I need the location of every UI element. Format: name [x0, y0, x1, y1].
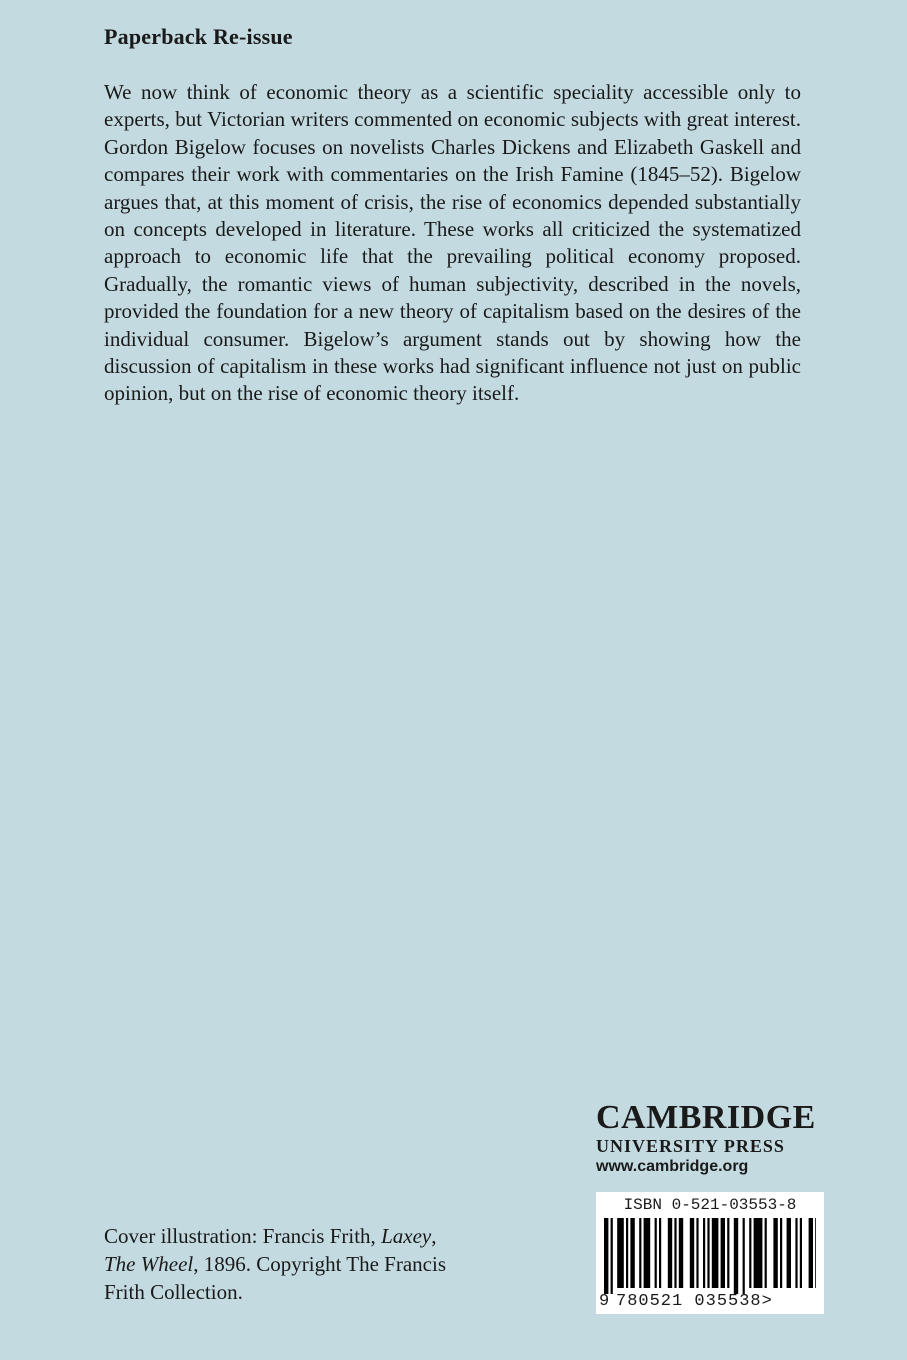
barcode-bar: [743, 1218, 745, 1294]
barcode-digits: [616, 1292, 773, 1311]
publisher-name: CAMBRIDGE: [596, 1099, 816, 1136]
barcode-bar: [780, 1218, 782, 1288]
barcode-bar: [617, 1218, 624, 1288]
barcode-bar: [800, 1218, 802, 1288]
section-heading: Paperback Re-issue: [104, 24, 293, 49]
barcode-bar: [703, 1218, 705, 1288]
barcode-bar: [765, 1218, 767, 1288]
credit-comma: ,: [431, 1224, 437, 1248]
barcode-bar: [668, 1218, 672, 1288]
credit-title-part1: Laxey: [381, 1224, 432, 1248]
barcode-bar: [639, 1218, 641, 1288]
barcode-lead-digit: 9: [599, 1292, 610, 1311]
barcode-bar: [644, 1218, 651, 1288]
barcode-end-mark: >: [761, 1292, 773, 1311]
barcode-bar: [773, 1218, 777, 1288]
barcode-bar: [809, 1218, 813, 1288]
isbn-barcode: [596, 1192, 824, 1314]
barcode-bar: [690, 1218, 694, 1288]
barcode-bar: [604, 1218, 608, 1294]
barcode-bar: [815, 1218, 816, 1288]
barcode-bar: [630, 1218, 634, 1288]
barcode-bar: [696, 1218, 698, 1288]
publisher-logo: [596, 1100, 828, 1178]
barcode-bar: [795, 1218, 797, 1288]
barcode-bar: [721, 1218, 725, 1288]
barcode-number: 780521 035538: [616, 1292, 762, 1311]
barcode-bars: [604, 1218, 816, 1294]
credit-prefix: Cover illustration: Francis Frith,: [104, 1224, 382, 1248]
barcode-bar: [734, 1218, 738, 1294]
barcode-bar: [659, 1218, 661, 1288]
credit-suffix: , 1896. Copyright The Francis Frith Collection.: [104, 1252, 446, 1304]
barcode-bar: [679, 1218, 683, 1288]
book-description: We now think of economic theory as a scientific speciality accessible only to experts, but Victorian writers commented on economic subjects with great interest. Gordon Bigelow focuses on novelists Charles Dickens and Elizabeth Gaskell and compares their work with commentaries on the Irish Famine (1845–52). Bigelow argues that, at this moment of crisis, the rise of economics depended substantially on concepts developed in literature. These works all criticized the systematized approach to economic life that the prevailing political economy proposed. Gradually, the romantic views of human subjectivity, described in the novels, provided the foundation for a new theory of capitalism based on the desires of the individual consumer. Bigelow’s argument stands out by showing how the discussion of capitalism in these works had significant influence not just on public opinion, but on the rise of economic theory itself.: [104, 80, 801, 406]
barcode-bar: [611, 1218, 613, 1294]
credit-title-part2: The Wheel: [104, 1252, 194, 1276]
cover-credit: [104, 1222, 484, 1306]
isbn-label: ISBN 0-521-03553-8: [623, 1196, 797, 1214]
barcode-bar: [626, 1218, 628, 1288]
publisher-url: www.cambridge.org: [596, 1158, 749, 1175]
barcode-bar: [787, 1218, 791, 1288]
barcode-bar: [674, 1218, 676, 1288]
barcode-bar: [754, 1218, 763, 1288]
barcode-bar: [655, 1218, 657, 1288]
barcode-bar: [707, 1218, 709, 1288]
publisher-subtitle: UNIVERSITY PRESS: [596, 1136, 785, 1156]
barcode-bar: [749, 1218, 751, 1288]
barcode-bar: [712, 1218, 719, 1288]
barcode-bar: [727, 1218, 729, 1288]
